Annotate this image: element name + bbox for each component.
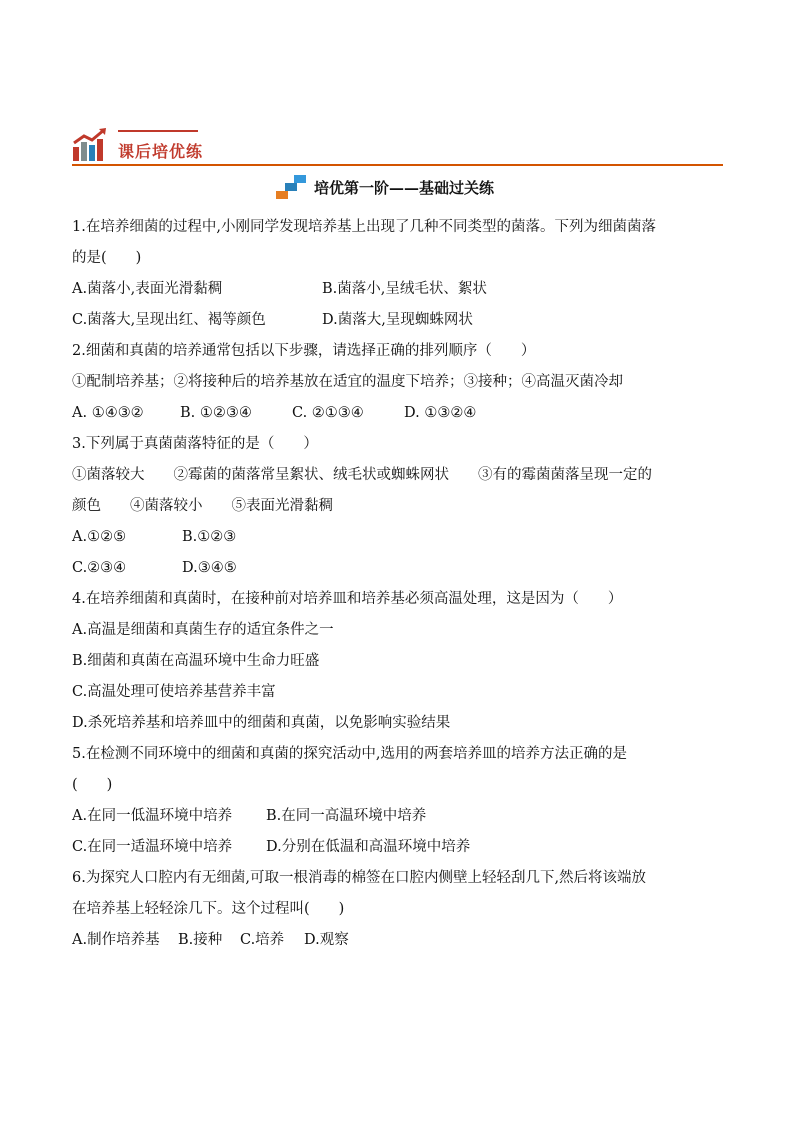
option-row [72, 274, 727, 305]
question-stem: 5.在检测不同环境中的细菌和真菌的探究活动中,选用的两套培养皿的培养方法正确的是 [72, 746, 627, 762]
chart-arrow-icon [72, 127, 108, 163]
option-b: B. ①②③④ [180, 405, 252, 421]
option-row [72, 832, 727, 863]
section-title: 培优第一阶——基础过关练 [314, 179, 495, 197]
option-b: B.接种 [178, 932, 223, 948]
option-c: C.菌落大,呈现出红、褐等颜色 [72, 312, 266, 328]
page-header [72, 127, 723, 167]
question-stem: 在培养基上轻轻涂几下。这个过程叫( ) [72, 901, 345, 917]
header-title: 课后培优练 [118, 142, 204, 161]
question-stem: 的是( ) [72, 250, 142, 266]
question-stem: 6.为探究人口腔内有无细菌,可取一根消毒的棉签在口腔内侧壁上轻轻刮几下,然后将该端放 [72, 870, 647, 886]
option-d: D. ①③②④ [404, 405, 477, 421]
question-stem: 3.下列属于真菌菌落特征的是（ ） [72, 436, 318, 452]
option-c: C.培养 [240, 932, 285, 948]
option-c: C.高温处理可使培养基营养丰富 [72, 684, 276, 700]
option-a: A.在同一低温环境中培养 [72, 808, 233, 824]
option-c: C. ②①③④ [292, 405, 364, 421]
question-2 [72, 336, 727, 429]
option-a: A.菌落小,表面光滑黏稠 [72, 281, 223, 297]
question-stem: ①配制培养基；②将接种后的培养基放在适宜的温度下培养；③接种；④高温灭菌冷却 [72, 374, 623, 390]
question-3 [72, 429, 727, 584]
header-divider [72, 164, 723, 166]
option-d: D.观察 [304, 932, 349, 948]
question-stem: ①菌落较大 ②霉菌的菌落常呈絮状、绒毛状或蜘蛛网状 ③有的霉菌菌落呈现一定的 [72, 467, 652, 483]
option-a: A.①②⑤ [72, 529, 127, 545]
option-c: C.在同一适温环境中培养 [72, 839, 233, 855]
option-row [72, 553, 727, 584]
option-b: B.在同一高温环境中培养 [266, 808, 427, 824]
question-stem: 4.在培养细菌和真菌时，在接种前对培养皿和培养基必须高温处理，这是因为（ ） [72, 591, 623, 607]
option-b: B.菌落小,呈绒毛状、絮状 [322, 281, 487, 297]
option-a: A.制作培养基 [72, 932, 160, 948]
option-d: D.③④⑤ [182, 560, 237, 576]
option-row [72, 305, 727, 336]
option-row [72, 925, 727, 956]
option-b: B.①②③ [182, 529, 237, 545]
option-row [72, 398, 727, 429]
option-d: D.分别在低温和高温环境中培养 [266, 839, 471, 855]
question-6 [72, 863, 727, 956]
header-accent-line [118, 130, 198, 132]
stairs-icon [276, 175, 308, 199]
question-stem: 颜色 ④菌落较小 ⑤表面光滑黏稠 [72, 498, 333, 514]
option-c: C.②③④ [72, 560, 127, 576]
option-a: A.高温是细菌和真菌生存的适宜条件之一 [72, 622, 334, 638]
question-5 [72, 739, 727, 863]
option-a: A. ①④③② [72, 405, 144, 421]
option-d: D.菌落大,呈现蜘蛛网状 [322, 312, 473, 328]
question-1 [72, 212, 727, 336]
question-stem: ( ) [72, 777, 113, 793]
option-row [72, 801, 727, 832]
option-row [72, 522, 727, 553]
section-heading [0, 173, 794, 203]
option-d: D.杀死培养基和培养皿中的细菌和真菌，以免影响实验结果 [72, 715, 451, 731]
question-stem: 1.在培养细菌的过程中,小刚同学发现培养基上出现了几种不同类型的菌落。下列为细菌菌落 [72, 219, 656, 235]
option-b: B.细菌和真菌在高温环境中生命力旺盛 [72, 653, 320, 669]
question-list [72, 212, 727, 956]
question-stem: 2.细菌和真菌的培养通常包括以下步骤，请选择正确的排列顺序（ ） [72, 343, 536, 359]
question-4 [72, 584, 727, 739]
